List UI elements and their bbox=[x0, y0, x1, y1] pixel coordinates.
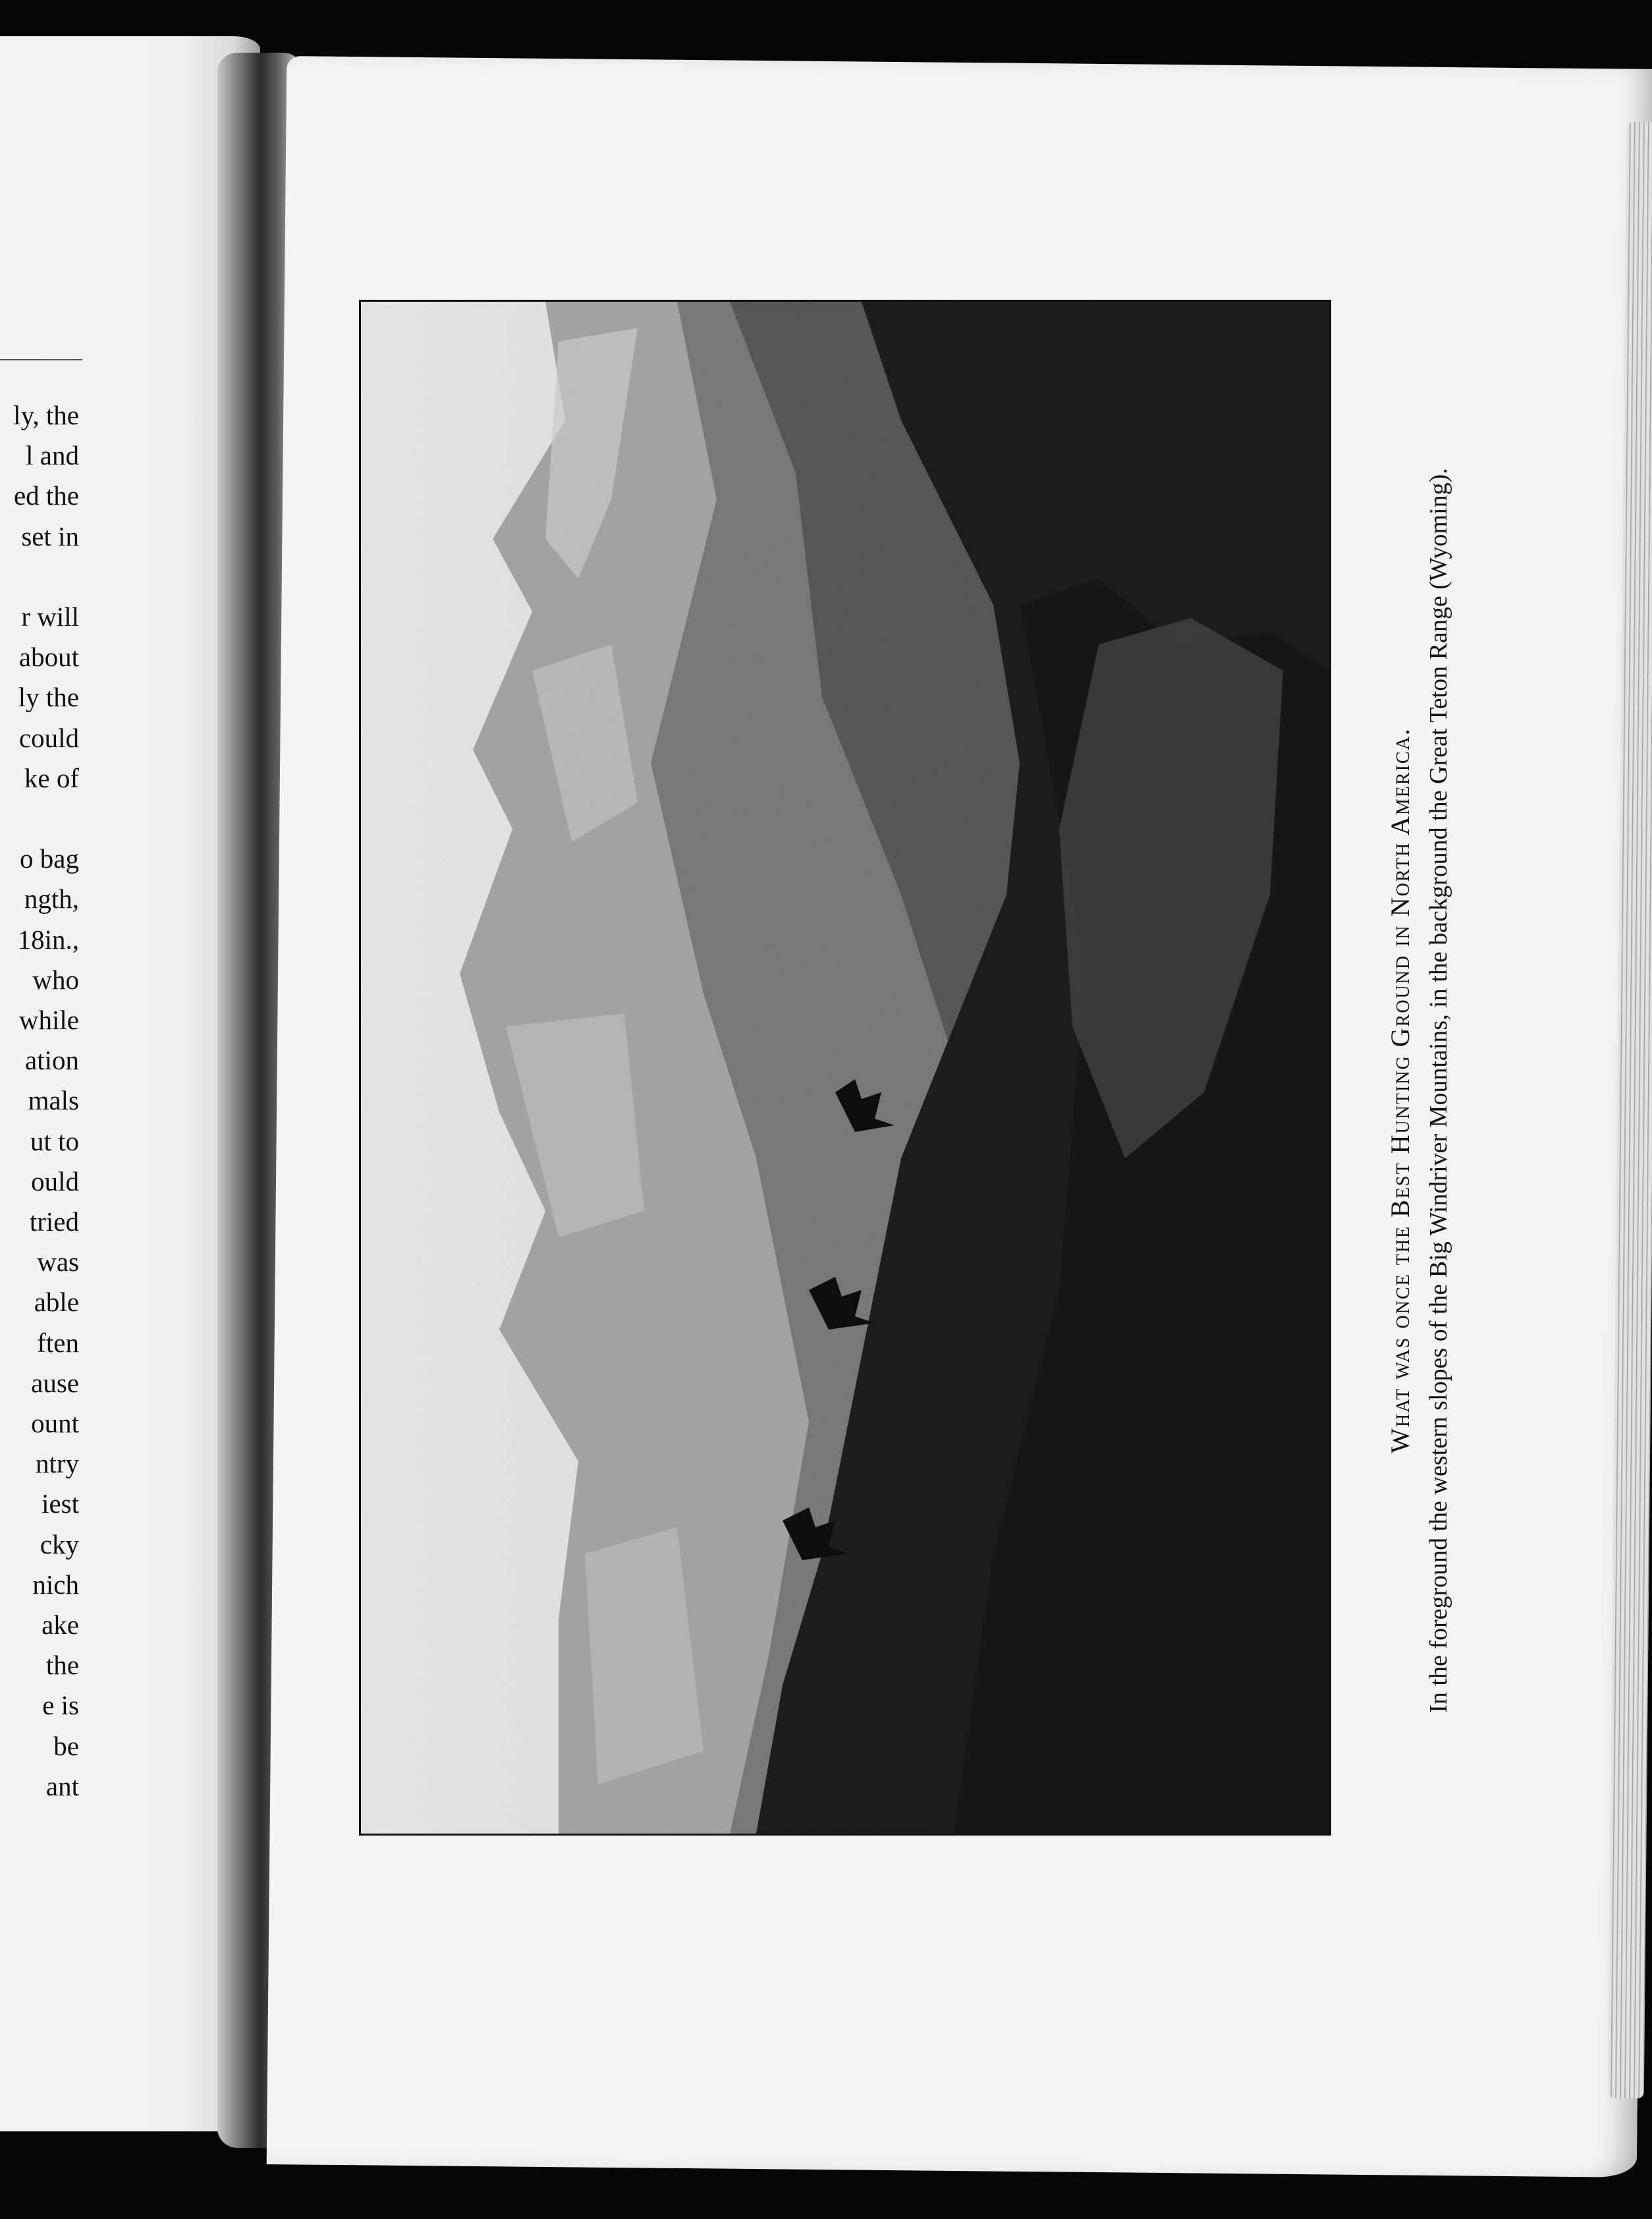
left-page-line: ngth, bbox=[24, 884, 79, 914]
page-edge-stack bbox=[1608, 122, 1652, 2098]
left-page-line: the bbox=[45, 1650, 79, 1681]
left-page-line: r will bbox=[21, 602, 79, 632]
left-page-line: could bbox=[18, 722, 79, 753]
left-page-line: o bag bbox=[20, 843, 79, 874]
left-page-line: who bbox=[32, 964, 79, 995]
left-page-line: ly, the bbox=[13, 400, 79, 430]
left-page-line: cky bbox=[40, 1529, 79, 1559]
left-page-line: tried bbox=[29, 1206, 79, 1237]
left-page-line: nich bbox=[32, 1569, 79, 1600]
left-page-line: ould bbox=[31, 1166, 79, 1196]
left-page-line: ke of bbox=[24, 762, 79, 793]
left-page-line: ntry bbox=[35, 1448, 79, 1479]
left-page-line: ant bbox=[45, 1770, 79, 1801]
left-page-line: ause bbox=[31, 1367, 79, 1398]
plate-caption-block bbox=[1380, 422, 1459, 1759]
left-page-line: able bbox=[34, 1287, 79, 1318]
left-page-line: e is bbox=[42, 1690, 79, 1721]
left-page-line: be bbox=[53, 1730, 79, 1761]
left-page-paragraph-gap bbox=[0, 799, 79, 839]
left-page-line: ed the bbox=[13, 480, 79, 511]
plate-caption-subtitle: In the foreground the western slopes of the Big Windriver Mountains, in the background the Great Teton Range (Wyoming). bbox=[1425, 468, 1452, 1713]
left-page-text-column bbox=[0, 395, 79, 1807]
left-page-line: 18in., bbox=[17, 924, 79, 955]
left-page-line: ften bbox=[37, 1327, 79, 1358]
left-page-rule bbox=[0, 359, 82, 360]
mountain-photograph bbox=[359, 300, 1331, 1836]
left-page-line: ount bbox=[31, 1408, 79, 1439]
left-page-line: iest bbox=[41, 1488, 79, 1519]
left-page-line: ut to bbox=[30, 1125, 79, 1156]
left-page-line: l and bbox=[26, 440, 79, 471]
plate-caption bbox=[1381, 422, 1458, 1759]
mountain-photograph-image bbox=[361, 302, 1329, 1834]
left-page-line: ly the bbox=[18, 682, 79, 713]
left-page-line: set in bbox=[21, 520, 79, 551]
left-page-line: ake bbox=[41, 1610, 79, 1641]
left-page-line: mals bbox=[28, 1085, 79, 1116]
left-page-line: while bbox=[18, 1005, 79, 1036]
left-page-line: ation bbox=[25, 1045, 79, 1076]
left-page-line: was bbox=[37, 1247, 79, 1278]
left-page-line: about bbox=[18, 642, 79, 673]
plate-caption-title: What was once the Best Hunting Ground in North America. bbox=[1385, 727, 1415, 1453]
left-page-paragraph-gap bbox=[0, 557, 79, 597]
